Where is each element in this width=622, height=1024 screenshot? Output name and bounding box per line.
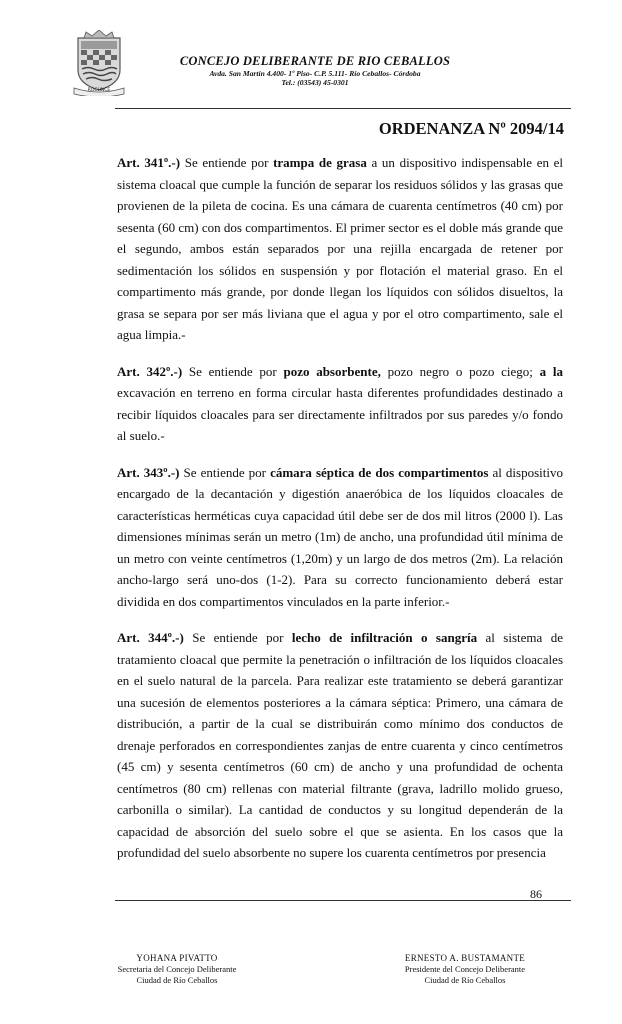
article-text: al dispositivo encargado de la decantación y digestión anaeróbica de los líquidos cloacales de características herméticas cuya capacidad útil debe ser de dos mil litros (2000 l). Las dimensiones mínimas serán un metro (1m) de ancho, una profundidad útil mínima de un metro con veinte centímetros (1,20m) y un largo de dos metros (2m). La relación ancho-largo será uno-dos (1-2). Para su correcto funcionamiento deberá estar dividida en dos compartimentos vinculados en la parte inferior.- [117, 464, 563, 609]
article-text: Se entiende por [182, 363, 284, 379]
letterhead-address: Avda. San Martín 4.400- 1º Piso- C.P. 5.111- Río Ceballos- Córdoba [209, 69, 421, 78]
article-number: Art. 343º.-) [117, 464, 180, 480]
page-number: 86 [530, 887, 542, 901]
article-343 [117, 462, 563, 613]
article-number: Art. 344º.-) [117, 630, 184, 645]
article-text: al sistema de tratamiento cloacal que permite la penetración o infiltración de los líquidos cloacales en el suelo natural de la parcela. Para realizar este tratamiento se deberá garantizar una sucesión de elementos posteriores a la cámara séptica: Primero, una cámara de distribución, a partir de la cual se distribuirán como mínimo dos conductos de drenaje perforados en correspondientes zanjas de entre cuarenta y cinco centímetros (45 cm) y sesenta centímetros (60 cm) de ancho y una profundidad de ochenta centímetros (80 cm) rellenas con material filtrante (grava, ladrillo molido grueso, carbonilla o similar). La cantidad de conductos y su longitud dependerán de la capacidad de absorción del suelo sobre el que se asienta. En los casos que la profundidad del suelo absorbente no supere los cuarenta centímetros por presencia [117, 630, 563, 860]
signatory-city: Ciudad de Río Ceballos [136, 975, 218, 985]
letterhead-phone: Tel.: (03543) 45-0301 [281, 78, 349, 87]
letterhead [160, 54, 470, 87]
article-text: excavación en terreno en forma circular hasta diferentes profundidades destinado a recibir líquidos cloacales para ser directamente infiltrados por sus paredes y/o fondo al suelo.- [117, 385, 563, 443]
city-crest-icon [72, 30, 126, 96]
article-text: Se entiende por [183, 630, 292, 645]
article-341 [117, 152, 563, 346]
defined-term: pozo absorbente, [283, 363, 381, 379]
signatory-city: Ciudad de Río Ceballos [424, 975, 506, 985]
defined-term: cámara séptica de dos compartimentos [270, 464, 489, 480]
defined-term: trampa de grasa [273, 155, 367, 170]
article-number: Art. 342º.-) [117, 363, 183, 379]
document-body [117, 152, 563, 864]
crest-motto: ROCHNCE [87, 88, 111, 93]
article-text: pozo negro o pozo ciego; [380, 363, 540, 379]
article-text: Se entiende por [179, 464, 271, 480]
footer-divider [115, 900, 571, 901]
signatory-role: Presidente del Concejo Deliberante [404, 964, 526, 974]
article-text: a un dispositivo indispensable en el sistema cloacal que cumple la función de separar los residuos sólidos y las grasas que provienen de la pileta de cocina. Es una cámara de cuarenta centímetros (40 cm) por sesenta (60 cm) con dos compartimentos. El primer sector es el doble más grande que el segundo, ambos están separados por una rejilla encargada de retener por sedimentación los sólidos en suspensión y por flotación el material graso. En el compartimento más grande, por donde llegan los líquidos con sólidos disueltos, la grasa se separa por ser más liviana que el agua y por el otro compartimento, sale el agua limpia.- [117, 155, 563, 342]
article-text: Se entiende por [180, 155, 274, 170]
signatory-name: ERNESTO A. BUSTAMANTE [404, 953, 526, 963]
ordinance-number: ORDENANZA Nº 2094/14 [378, 119, 564, 138]
signature-block-president [385, 953, 545, 986]
letterhead-title: CONCEJO DELIBERANTE DE RIO CEBALLOS [179, 54, 451, 68]
signature-block-secretary [97, 953, 257, 986]
signatory-name: YOHANA PIVATTO [136, 953, 218, 963]
article-number: Art. 341º.-) [117, 155, 181, 170]
defined-term: lecho de infiltración o sangría [291, 630, 478, 645]
defined-term: a la [539, 363, 563, 379]
header-divider [115, 108, 571, 109]
signatory-role: Secretaria del Concejo Deliberante [117, 964, 237, 974]
article-344 [117, 627, 563, 864]
article-342 [117, 361, 563, 447]
